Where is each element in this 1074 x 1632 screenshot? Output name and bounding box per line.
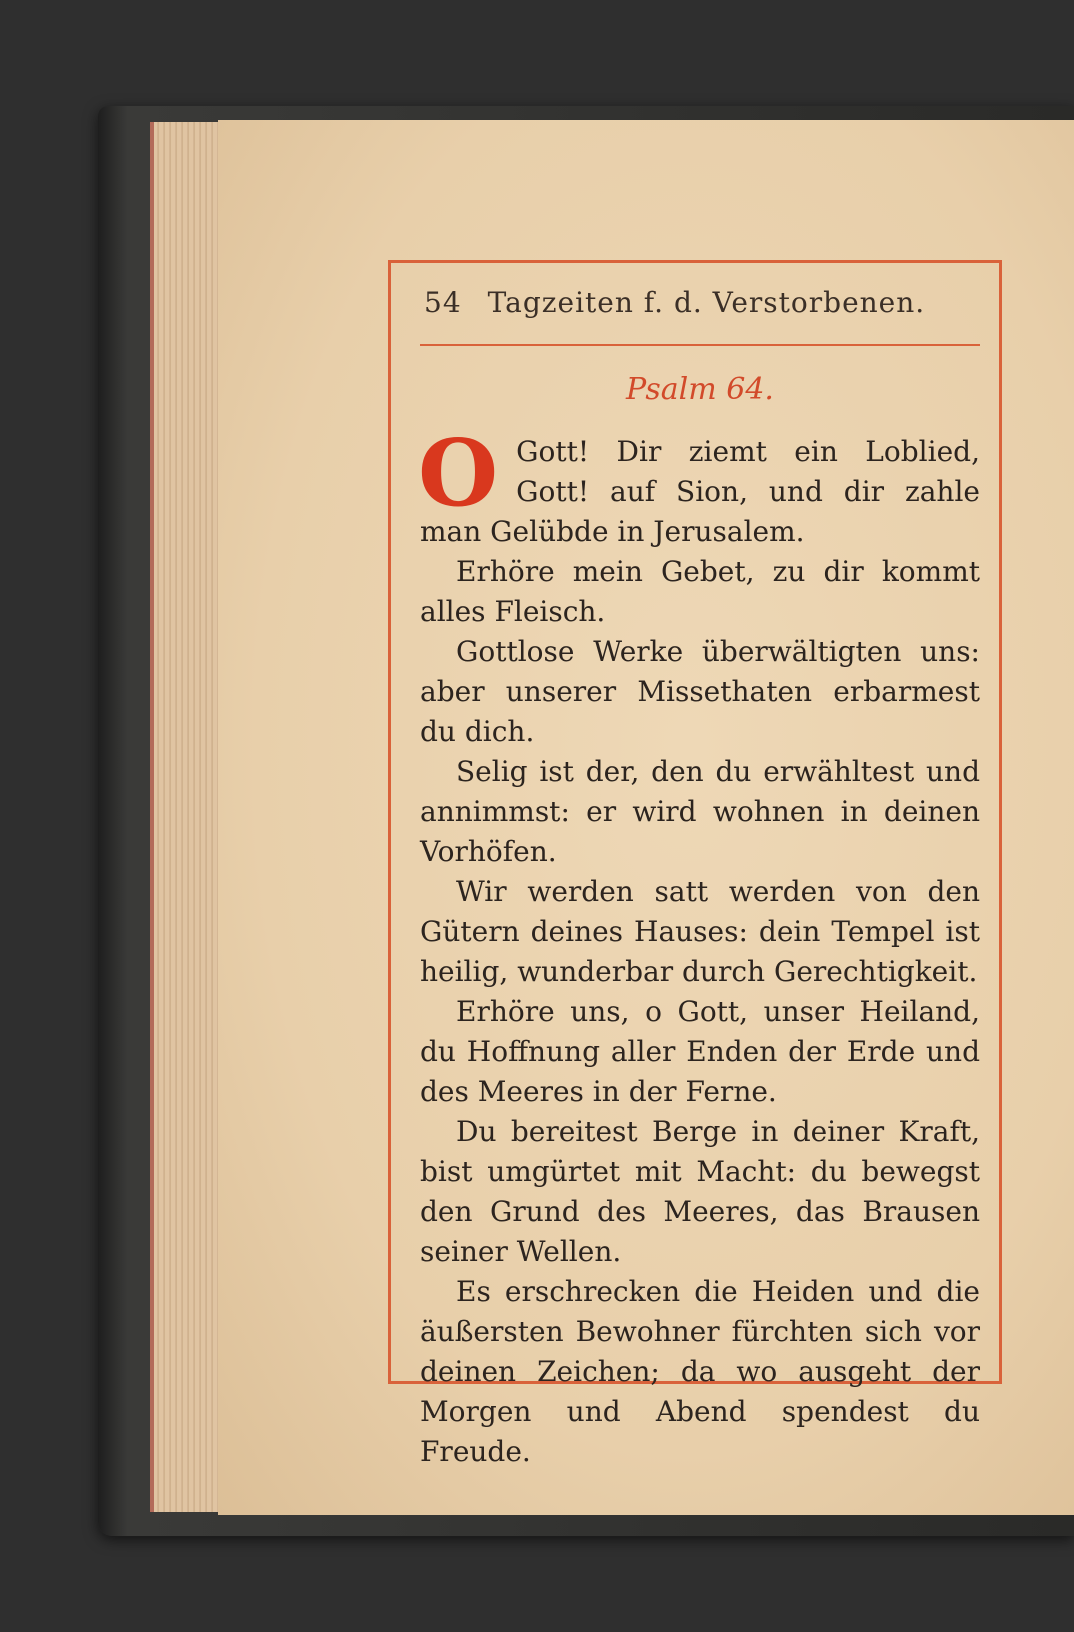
psalm-text <box>418 419 980 1472</box>
verse-1 <box>418 419 980 552</box>
verse-8: Es erschrecken die Heiden und die äußersten Bewohner fürchten sich vor deinen Zeichen; da wo ausgeht der Morgen und Abend spendest du Freude. <box>420 1275 980 1468</box>
page-number: 54 <box>424 286 462 319</box>
verse-text: Gott! Dir ziemt ein Loblied, Gott! auf Sion, und dir zahle man Gelübde in Jerusalem. <box>420 435 980 548</box>
running-head <box>424 286 980 319</box>
verse-3: Gottlose Werke überwältigten uns: aber unserer Missethaten erbarmest du dich. <box>420 635 980 748</box>
verse-4: Selig ist der, den du erwähltest und annimmst: er wird wohnen in deinen Vorhöfen. <box>420 755 980 868</box>
verse-2: Erhöre mein Gebet, zu dir kommt alles Fleisch. <box>420 555 980 628</box>
psalm-title: Psalm 64. <box>626 372 774 407</box>
drop-cap: O <box>418 419 499 527</box>
running-head-title: Tagzeiten f. d. Verstorbenen. <box>487 286 926 319</box>
header-rule <box>420 344 980 346</box>
verse-6: Erhöre uns, o Gott, unser Heiland, du Hoffnung aller Enden der Erde und des Meeres in der Ferne. <box>420 995 980 1108</box>
verse-7: Du bereitest Berge in deiner Kraft, bist umgürtet mit Macht: du bewegst den Grund des Meeres, das Brausen seiner Wellen. <box>420 1115 980 1268</box>
verse-5: Wir werden satt werden von den Gütern deines Hauses: dein Tempel ist heilig, wunderbar durch Gerechtigkeit. <box>420 875 980 988</box>
